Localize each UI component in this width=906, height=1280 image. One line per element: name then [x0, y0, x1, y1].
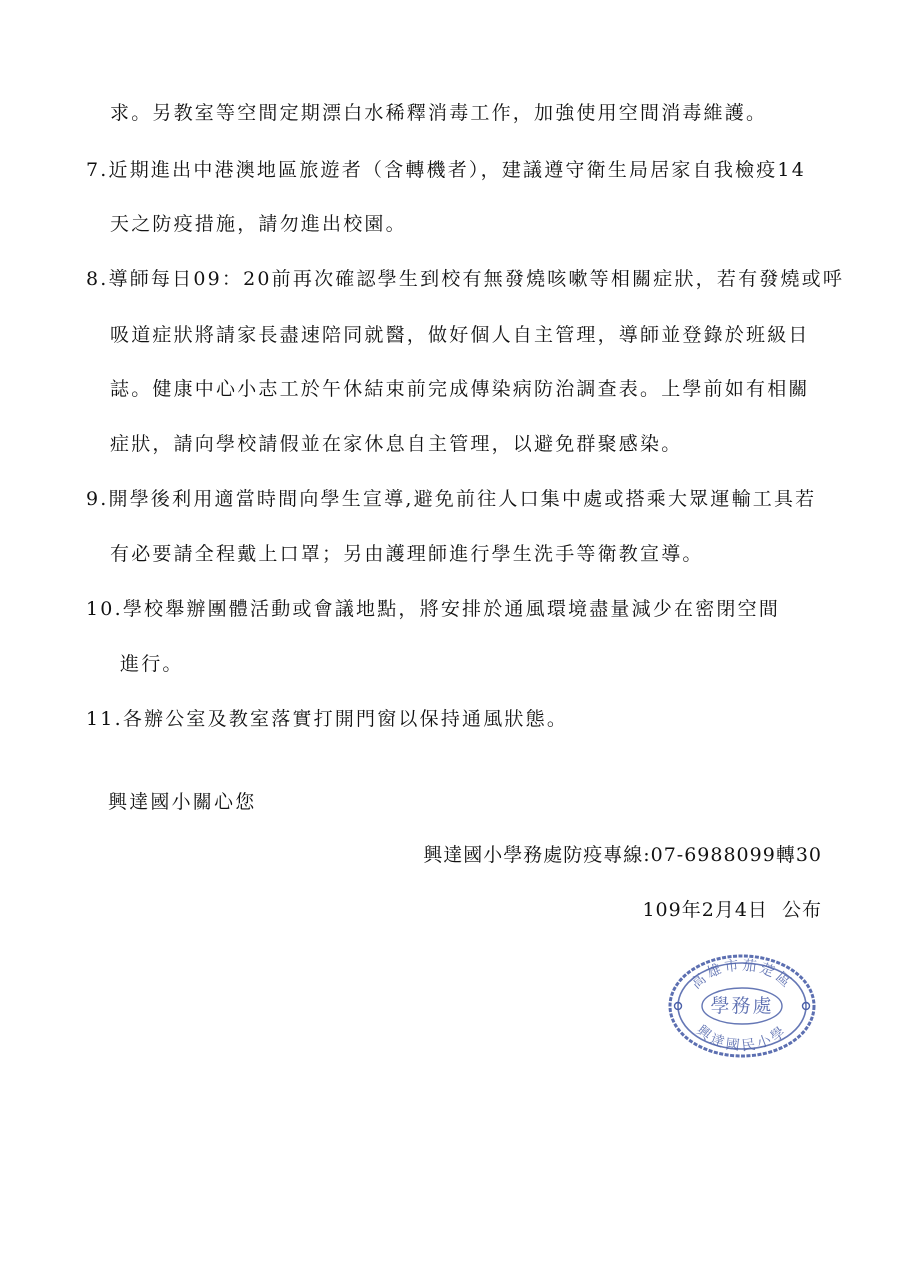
item-6-continuation: 求。另教室等空間定期漂白水稀釋消毒工作，加強使用空間消毒維護。 — [110, 102, 768, 124]
item-11-line-1: 11.各辦公室及教室落實打開門窗以保持通風狀態。 — [86, 708, 569, 730]
item-10-line-2: 進行。 — [120, 653, 184, 675]
item-8-line-4: 症狀，請向學校請假並在家休息自主管理，以避免群聚感染。 — [110, 433, 683, 455]
item-10-line-1: 10.學校舉辦團體活動或會議地點，將安排於通風環境盡量減少在密閉空間 — [86, 598, 781, 620]
stamp-top-text: 高雄市茄萣區 — [688, 957, 796, 993]
school-seal-stamp — [666, 952, 818, 1060]
item-9-line-1: 9.開學後利用適當時間向學生宣導,避免前往人口集中處或搭乘大眾運輸工具若 — [86, 488, 817, 510]
closing-text: 興達國小關心您 — [108, 791, 257, 813]
item-7-line-1: 7.近期進出中港澳地區旅遊者（含轉機者），建議遵守衛生局居家自我檢疫14 — [86, 159, 807, 181]
hotline-text: 興達國小學務處防疫專線:07-6988099轉30 — [423, 844, 822, 866]
stamp-bottom-text: 興達國民小學 — [693, 1022, 791, 1055]
publish-date: 109年2月4日 公布 — [642, 899, 822, 921]
item-9-line-2: 有必要請全程戴上口罩；另由護理師進行學生洗手等衛教宣導。 — [110, 543, 704, 565]
item-7-line-2: 天之防疫措施，請勿進出校園。 — [110, 213, 407, 235]
item-8-line-3: 誌。健康中心小志工於午休結束前完成傳染病防治調查表。上學前如有相關 — [110, 378, 810, 400]
stamp-center-text: 學務處 — [710, 995, 774, 1017]
item-8-line-1: 8.導師每日09：20前再次確認學生到校有無發燒咳嗽等相關症狀，若有發燒或呼 — [86, 268, 845, 290]
item-8-line-2: 吸道症狀將請家長盡速陪同就醫，做好個人自主管理，導師並登錄於班級日 — [110, 324, 810, 346]
